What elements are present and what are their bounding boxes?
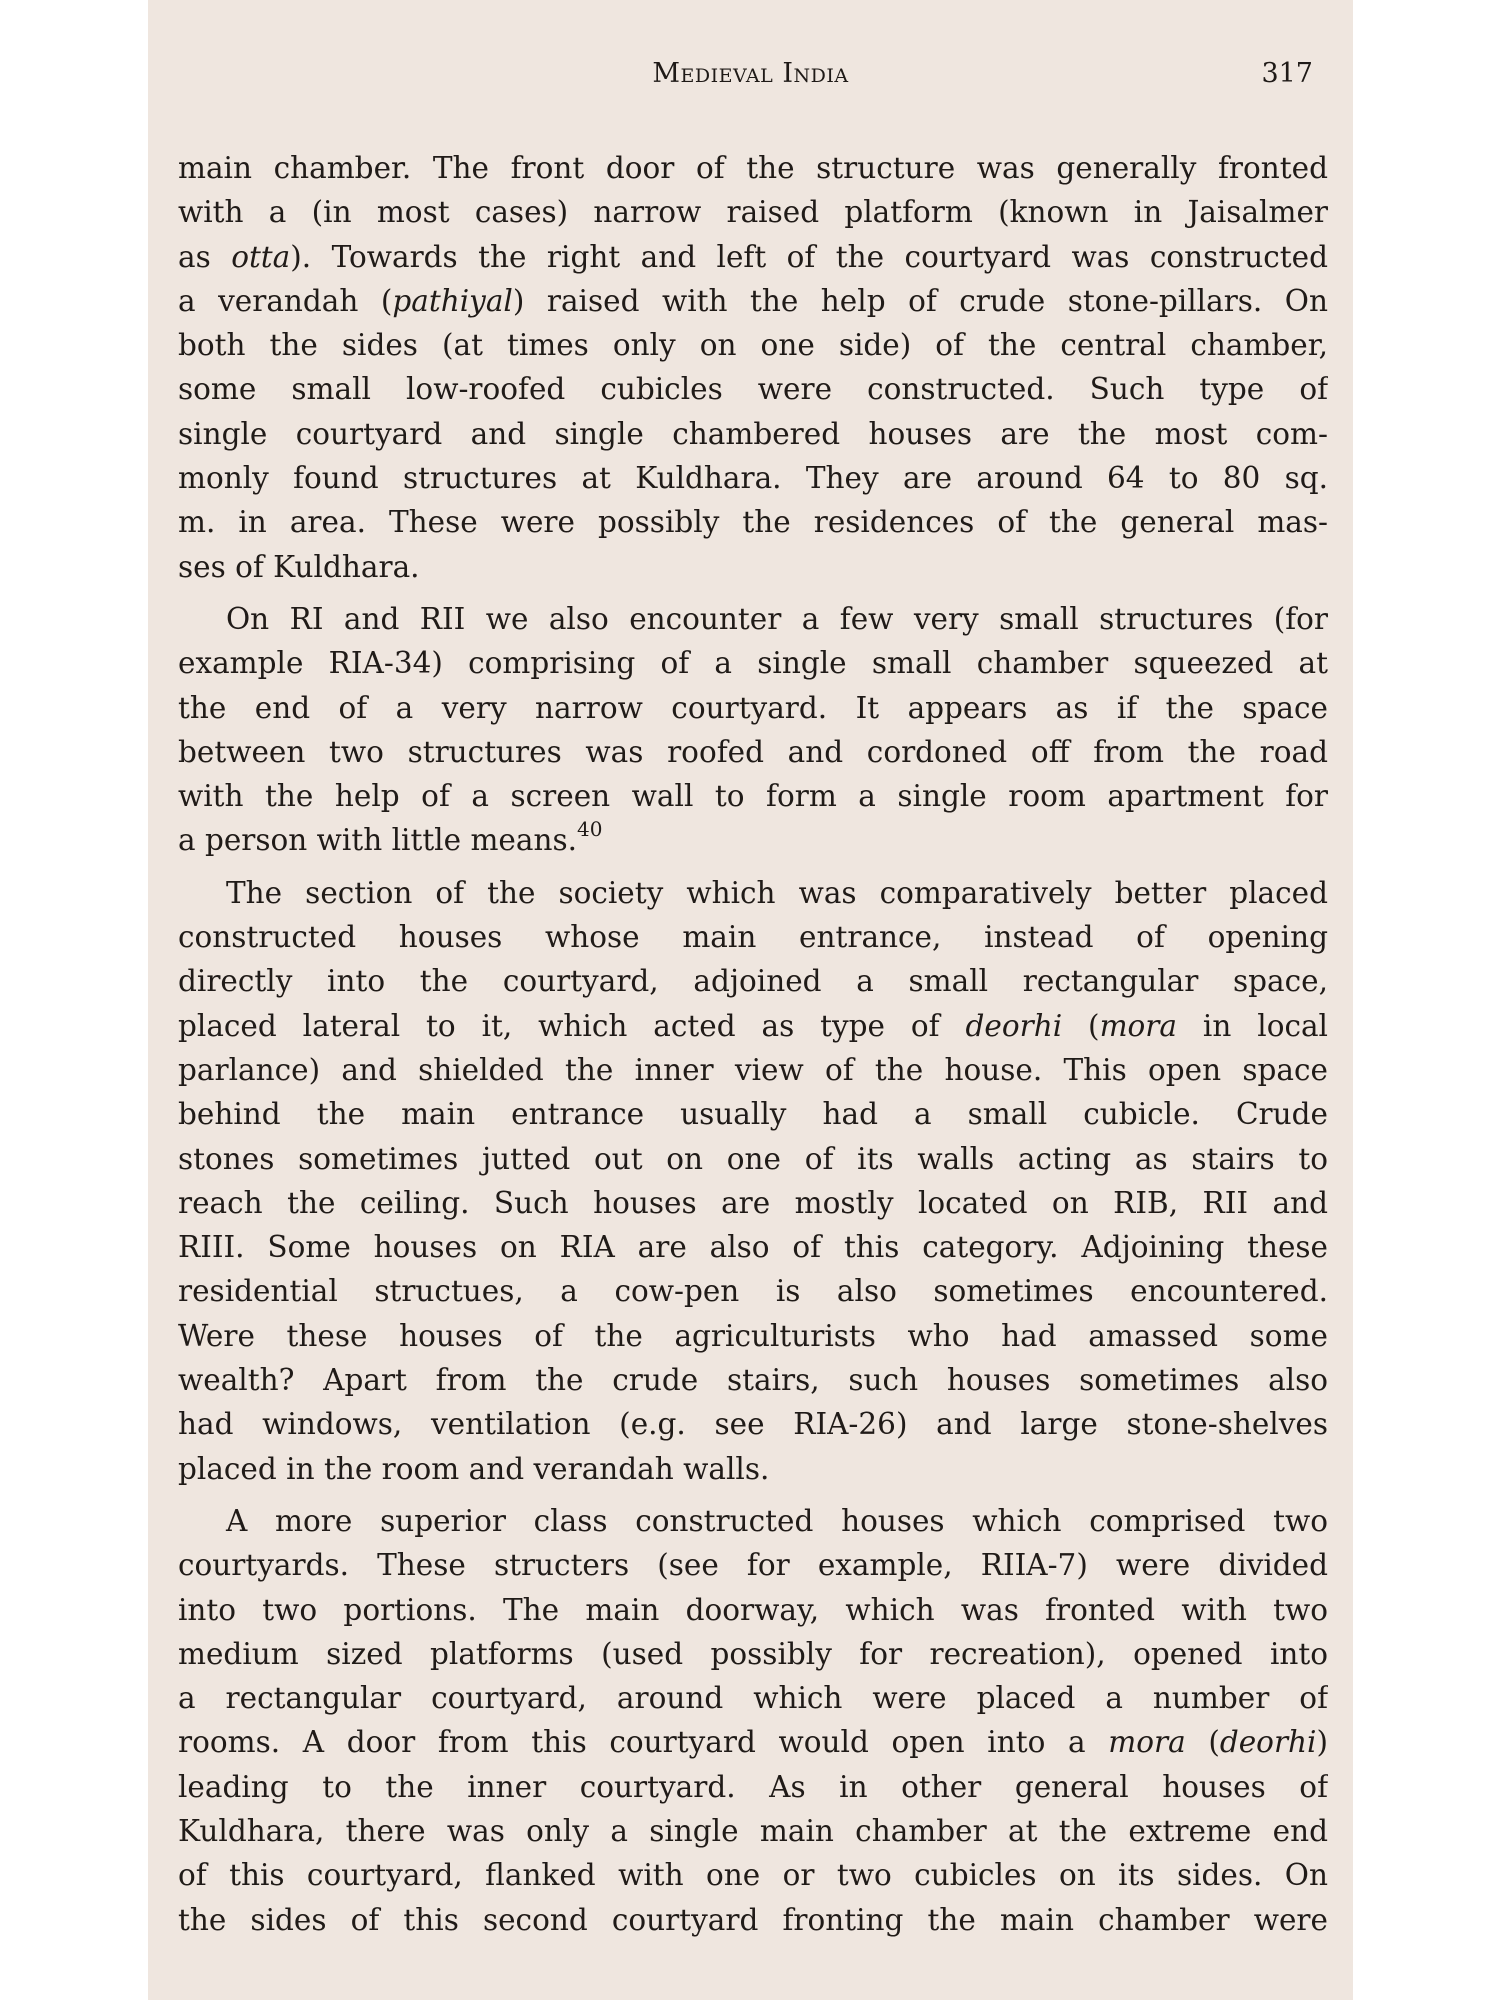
text-line: leading to the inner courtyard. As in other general houses of [178, 1769, 1328, 1804]
text-line: main chamber. The front door of the structure was generally fronted [178, 151, 1328, 185]
text-line: medium sized platforms (used possibly for recreation), opened into [178, 1636, 1328, 1671]
text-line: the sides of this second courtyard fronting the main chamber were [178, 1902, 1328, 1937]
text-line: of this courtyard, flanked with one or two cubicles on its sides. On [178, 1858, 1328, 1893]
text-line: example RIA-34) comprising of a single small chamber squeezed at [178, 646, 1328, 681]
text-line: ses of Kuldhara. [178, 549, 420, 584]
text-line: between two structures was roofed and cordoned off from the road [178, 734, 1328, 769]
text-line: behind the main entrance usually had a small cubicle. Crude [178, 1097, 1328, 1132]
text-line: with the help of a screen wall to form a single room apartment for [178, 779, 1328, 814]
text-line: wealth? Apart from the crude stairs, such houses sometimes also [178, 1363, 1328, 1398]
body-text [178, 146, 1328, 1950]
text-line: rooms. A door from this courtyard would open into a mora (deorhi) [178, 1725, 1328, 1760]
text-line: courtyards. These structers (see for example, RIIA-7) were divided [178, 1548, 1328, 1583]
text-line: constructed houses whose main entrance, instead of opening [178, 920, 1328, 955]
text-line: residential structues, a cow-pen is also sometimes encountered. [178, 1274, 1328, 1309]
document-page [148, 0, 1353, 2000]
text-line: Were these houses of the agriculturists who had amassed some [178, 1318, 1328, 1353]
page-header [178, 58, 1323, 108]
text-line: into two portions. The main doorway, which was fronted with two [178, 1592, 1328, 1627]
text-line: RIII. Some houses on RIA are also of this category. Adjoining these [178, 1230, 1328, 1265]
text-line: parlance) and shielded the inner view of the house. This open space [178, 1052, 1328, 1087]
text-line: a verandah (pathiyal) raised with the help of crude stone-pillars. On [178, 283, 1328, 318]
text-line-text: a person with little means. [178, 823, 577, 858]
text-line: placed lateral to it, which acted as type of deorhi (mora in local [178, 1008, 1328, 1043]
paragraph-1 [178, 146, 1328, 589]
text-line: single courtyard and single chambered houses are the most com- [178, 416, 1328, 451]
page-number: 317 [1261, 58, 1313, 89]
text-line: m. in area. These were possibly the residences of the general mas- [178, 505, 1328, 540]
text-line: monly found structures at Kuldhara. They are around 64 to 80 sq. [178, 461, 1328, 496]
text-line: as otta). Towards the right and left of the courtyard was constructed [178, 239, 1328, 274]
text-line: placed in the room and verandah walls. [178, 1451, 770, 1486]
paragraph-2 [178, 597, 1328, 863]
text-line: On RI and RII we also encounter a few very small structures (for [226, 601, 1328, 636]
text-line: directly into the courtyard, adjoined a small rectangular space, [178, 964, 1328, 999]
text-line: stones sometimes jutted out on one of its walls acting as stairs to [178, 1141, 1328, 1176]
text-line: Kuldhara, there was only a single main chamber at the extreme end [178, 1813, 1328, 1848]
text-line: some small low-roofed cubicles were constructed. Such type of [178, 372, 1328, 407]
text-line: had windows, ventilation (e.g. see RIA-26) and large stone-shelves [178, 1407, 1328, 1442]
text-line: a rectangular courtyard, around which were placed a number of [178, 1681, 1328, 1716]
text-line-with-footnote [178, 818, 1328, 862]
paragraph-4 [178, 1499, 1328, 1942]
text-line: The section of the society which was comparatively better placed [226, 875, 1328, 910]
text-line: both the sides (at times only on one side) of the central chamber, [178, 328, 1328, 363]
running-head: Medieval India [652, 58, 849, 89]
text-line: with a (in most cases) narrow raised platform (known in Jaisalmer [178, 195, 1328, 230]
footnote-reference: 40 [577, 818, 603, 842]
text-line: reach the ceiling. Such houses are mostly located on RIB, RII and [178, 1185, 1328, 1220]
paragraph-3 [178, 871, 1328, 1491]
text-line: A more superior class constructed houses which comprised two [226, 1503, 1328, 1538]
text-line: the end of a very narrow courtyard. It appears as if the space [178, 690, 1328, 725]
